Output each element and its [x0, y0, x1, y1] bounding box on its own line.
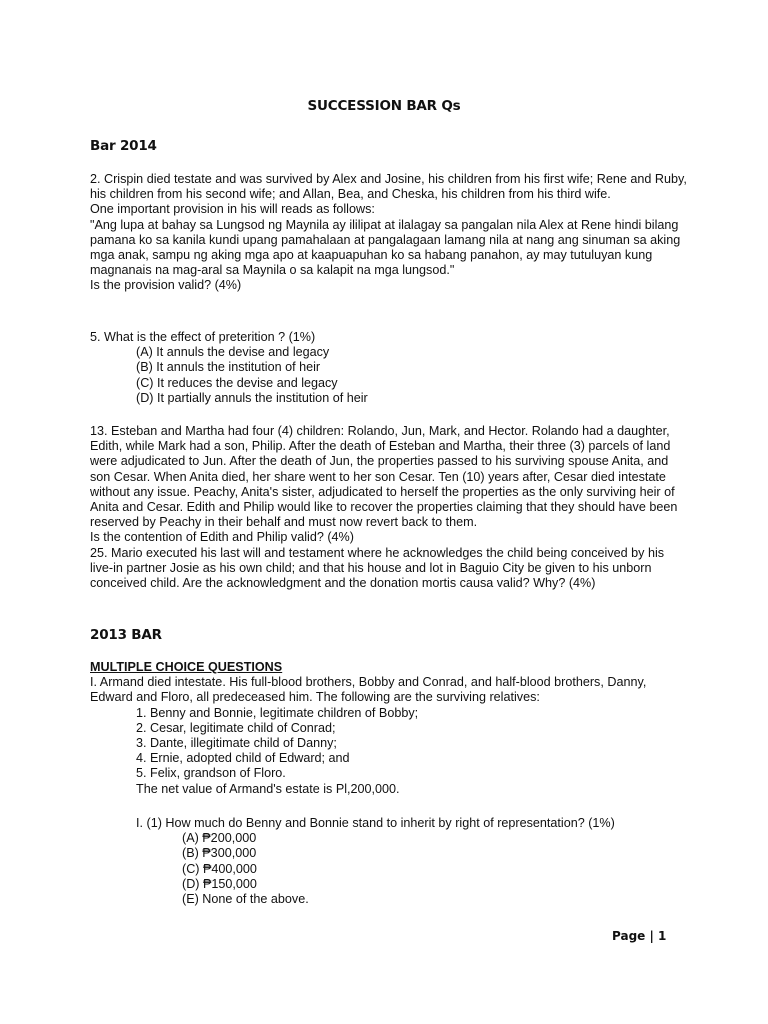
- choice-item: (D) It partially annuls the institution of heir: [136, 390, 368, 405]
- question-25: 25. Mario executed his last will and testament where he acknowledges the child being conceived by his live-in partner Josie as his own child; and that his house and lot in Baguio City be given to his unborn conceived child. Are the acknowledgment and the donation mortis causa valid? Why? (4%): [90, 545, 665, 591]
- question-5-text: 5. What is the effect of preterition ? (1%): [90, 330, 316, 344]
- choice-item: (B) It annuls the institution of heir: [136, 360, 321, 375]
- choice-item: (A) ₱200,000: [182, 831, 257, 846]
- relative-item: 2. Cesar, legitimate child of Conrad;: [136, 720, 336, 735]
- question-i-1: [90, 816, 690, 907]
- choice-item: (B) ₱300,000: [182, 846, 257, 861]
- relative-item: 5. Felix, grandson of Floro.: [136, 766, 286, 781]
- question-13: [90, 424, 690, 591]
- question-2-prompt: Is the provision valid? (4%): [90, 278, 242, 293]
- relative-item: 3. Dante, illegitimate child of Danny;: [136, 736, 337, 751]
- document-title: SUCCESSION BAR Qs: [307, 98, 461, 114]
- choice-item: (D) ₱150,000: [182, 876, 257, 891]
- section-heading-2013-bar: 2013 BAR: [90, 627, 162, 643]
- section-2013-content: [90, 660, 690, 797]
- problem-intro: I. Armand died intestate. His full-blood brothers, Bobby and Conrad, and half-blood brothers, Danny, Edward and Floro, all predeceased him. The following are the surviving relatives:: [90, 675, 647, 705]
- choice-item: (C) It reduces the devise and legacy: [136, 375, 338, 390]
- question-i-1-text: I. (1) How much do Benny and Bonnie stand to inherit by right of representation? (1%): [136, 816, 615, 830]
- relative-item: 1. Benny and Bonnie, legitimate children of Bobby;: [136, 705, 419, 720]
- page-number: Page | 1: [612, 929, 667, 943]
- relative-item: 4. Ernie, adopted child of Edward; and: [136, 751, 350, 766]
- question-2-quote: "Ang lupa at bahay sa Lungsod ng Maynila ay ililipat at ilalagay sa pangalan nila Alex at Rene hindi bilang pamana ko sa kanila kundi upang pamahalaan at pangalagaan lamang nila at nang ang sinuman sa aking mga anak, sampu ng aking mga apo at kaapuapuhan ko sa habang panahon, ay may tutuluyan kung magnanais na mag-aral sa Maynila o sa kalapit na mga lungsod.": [90, 217, 681, 278]
- choice-item: (C) ₱400,000: [182, 861, 257, 876]
- question-13-prompt: Is the contention of Edith and Philip valid? (4%): [90, 530, 354, 545]
- question-2-paragraph: 2. Crispin died testate and was survived by Alex and Josine, his children from his first wife; Rene and Ruby, his children from his second wife; and Allan, Bea, and Cheska, his children from his third wife.: [90, 172, 687, 202]
- question-2-paragraph: One important provision in his will reads as follows:: [90, 202, 375, 217]
- choice-item: (A) It annuls the devise and legacy: [136, 345, 330, 360]
- section-heading-bar-2014: Bar 2014: [90, 138, 157, 154]
- mcq-heading: MULTIPLE CHOICE QUESTIONS: [90, 660, 283, 674]
- question-13-paragraph: 13. Esteban and Martha had four (4) children: Rolando, Jun, Mark, and Hector. Rolando had a daughter, Edith, while Mark had a son, Philip. After the death of Esteban and Martha, their three (3) parcels of land were adjudicated to Jun. After the death of Jun, the properties passed to his surviving spouse Anita, and son Cesar. When Anita died, her share went to her son Cesar. Ten (10) years after, Cesar died intestate without any issue. Peachy, Anita's sister, adjudicated to herself the properties as the only surviving heir of Anita and Cesar. Edith and Philip would like to recover the properties claiming that they should have been reserved by Peachy in their behalf and must now revert back to them.: [90, 424, 678, 530]
- choice-item: (E) None of the above.: [182, 892, 309, 907]
- question-2: [90, 172, 690, 294]
- net-value-text: The net value of Armand's estate is Pl,200,000.: [136, 781, 400, 796]
- question-5: [90, 330, 690, 406]
